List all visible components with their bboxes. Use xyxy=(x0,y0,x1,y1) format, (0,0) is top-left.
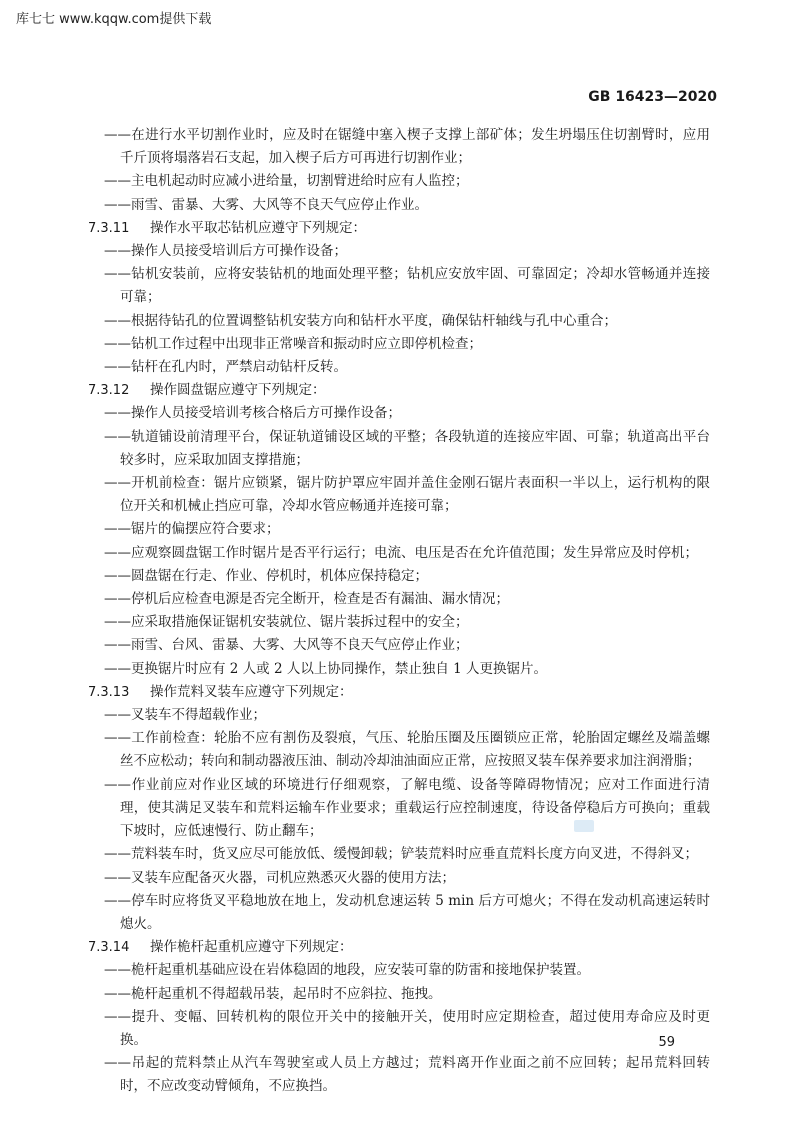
list-item: ——钻杆在孔内时，严禁启动钻杆反转。 xyxy=(104,359,347,376)
list-item: ——操作人员接受培训后方可操作设备； xyxy=(104,243,347,260)
clause-number: 7.3.13 xyxy=(88,684,130,700)
list-item: ——主电机起动时应减小进给量，切割臂进给时应有人监控； xyxy=(104,173,469,190)
list-item: ——开机前检查：锯片应锁紧，锯片防护罩应牢固并盖住金刚石锯片表面积一半以上，运行机构的限位开关和机械止挡应可靠，冷却水管应畅通并连接可靠； xyxy=(104,475,710,515)
list-item: ——叉装车不得超载作业； xyxy=(104,707,266,724)
list-item: ——吊起的荒料禁止从汽车驾驶室或人员上方越过；荒料离开作业面之前不应回转；起吊荒料回转时，不应改变动臂倾角，不应换挡。 xyxy=(104,1055,710,1095)
list-item: ——桅杆起重机不得超载吊装，起吊时不应斜拉、拖拽。 xyxy=(104,985,442,1002)
clause-heading xyxy=(88,217,710,240)
list-item: ——叉装车应配备灭火器，司机应熟悉灭火器的使用方法； xyxy=(104,869,455,886)
list-item: ——停车时应将货叉平稳地放在地上，发动机怠速运转 5 min 后方可熄火；不得在发动机高速运转时熄火。 xyxy=(104,892,710,932)
list-item: ——钻机安装前，应将安装钻机的地面处理平整；钻机应安放牢固、可靠固定；冷却水管畅通并连接可靠； xyxy=(104,266,710,306)
list-item: ——荒料装车时，货叉应尽可能放低、缓慢卸载；铲装荒料时应垂直荒料长度方向叉进，不得斜叉； xyxy=(104,846,698,863)
list-item: ——更换锯片时应有 2 人或 2 人以上协同操作，禁止独自 1 人更换锯片。 xyxy=(104,660,548,677)
list-item: ——桅杆起重机基础应设在岩体稳固的地段，应安装可靠的防雷和接地保护装置。 xyxy=(104,962,590,979)
document-body xyxy=(88,124,710,1099)
clause-number: 7.3.11 xyxy=(88,220,130,236)
list-item: ——根据待钻孔的位置调整钻机安装方向和钻杆水平度，确保钻杆轴线与孔中心重合； xyxy=(104,312,617,329)
download-watermark: 库七七 www.kqqw.com提供下载 xyxy=(16,12,212,27)
list-item: ——操作人员接受培训考核合格后方可操作设备； xyxy=(104,405,401,422)
clause-title: 操作桅杆起重机应遵守下列规定： xyxy=(150,939,353,956)
clause-title: 操作圆盘锯应遵守下列规定： xyxy=(150,382,326,399)
list-item: ——锯片的偏摆应符合要求； xyxy=(104,521,280,538)
list-item: ——停机后应检查电源是否完全断开，检查是否有漏油、漏水情况； xyxy=(104,591,509,608)
list-item: ——雨雪、雷暴、大雾、大风等不良天气应停止作业。 xyxy=(104,196,428,213)
clause-number: 7.3.12 xyxy=(88,383,130,399)
list-item: ——作业前应对作业区域的环境进行仔细观察，了解电缆、设备等障碍物情况；应对工作面进行清理，使其满足叉装车和荒料运输车作业要求；重载运行应控制速度，待设备停稳后方可换向；重载下坡时，应低速慢行、防止翻车； xyxy=(104,776,710,840)
list-item: ——钻机工作过程中出现非正常噪音和振动时应立即停机检查； xyxy=(104,335,482,352)
clause-number: 7.3.14 xyxy=(88,940,130,956)
standard-code: GB 16423—2020 xyxy=(588,89,717,105)
list-item: ——提升、变幅、回转机构的限位开关中的接触开关，使用时应定期检查，超过使用寿命应及时更换。 xyxy=(104,1008,710,1048)
list-item: ——在进行水平切割作业时，应及时在锯缝中塞入楔子支撑上部矿体；发生坍塌压住切割臂时，应用千斤顶将塌落岩石支起，加入楔子后方可再进行切割作业； xyxy=(104,127,710,167)
page-number: 59 xyxy=(658,1035,675,1050)
clause-title: 操作水平取芯钻机应遵守下列规定： xyxy=(150,219,366,236)
clause-heading xyxy=(88,936,710,959)
list-item: ——工作前检查：轮胎不应有割伤及裂痕，气压、轮胎压圈及压圈锁应正常，轮胎固定螺丝及端盖螺丝不应松动；转向和制动器液压油、制动冷却油油面应正常，应按照叉装车保养要求加注润滑脂； xyxy=(104,730,710,770)
list-item: ——轨道铺设前清理平台，保证轨道铺设区域的平整；各段轨道的连接应牢固、可靠；轨道高出平台较多时，应采取加固支撑措施； xyxy=(104,428,710,468)
list-item: ——雨雪、台风、雷暴、大雾、大风等不良天气应停止作业； xyxy=(104,637,469,654)
list-item: ——应观察圆盘锯工作时锯片是否平行运行；电流、电压是否在允许值范围；发生异常应及时停机； xyxy=(104,544,698,561)
clause-title: 操作荒料叉装车应遵守下列规定： xyxy=(150,683,353,700)
clause-heading xyxy=(88,681,710,704)
clause-heading xyxy=(88,379,710,402)
list-item: ——圆盘锯在行走、作业、停机时，机体应保持稳定； xyxy=(104,567,428,584)
stamp-mark xyxy=(574,820,594,832)
list-item: ——应采取措施保证锯机安装就位、锯片装拆过程中的安全； xyxy=(104,614,469,631)
